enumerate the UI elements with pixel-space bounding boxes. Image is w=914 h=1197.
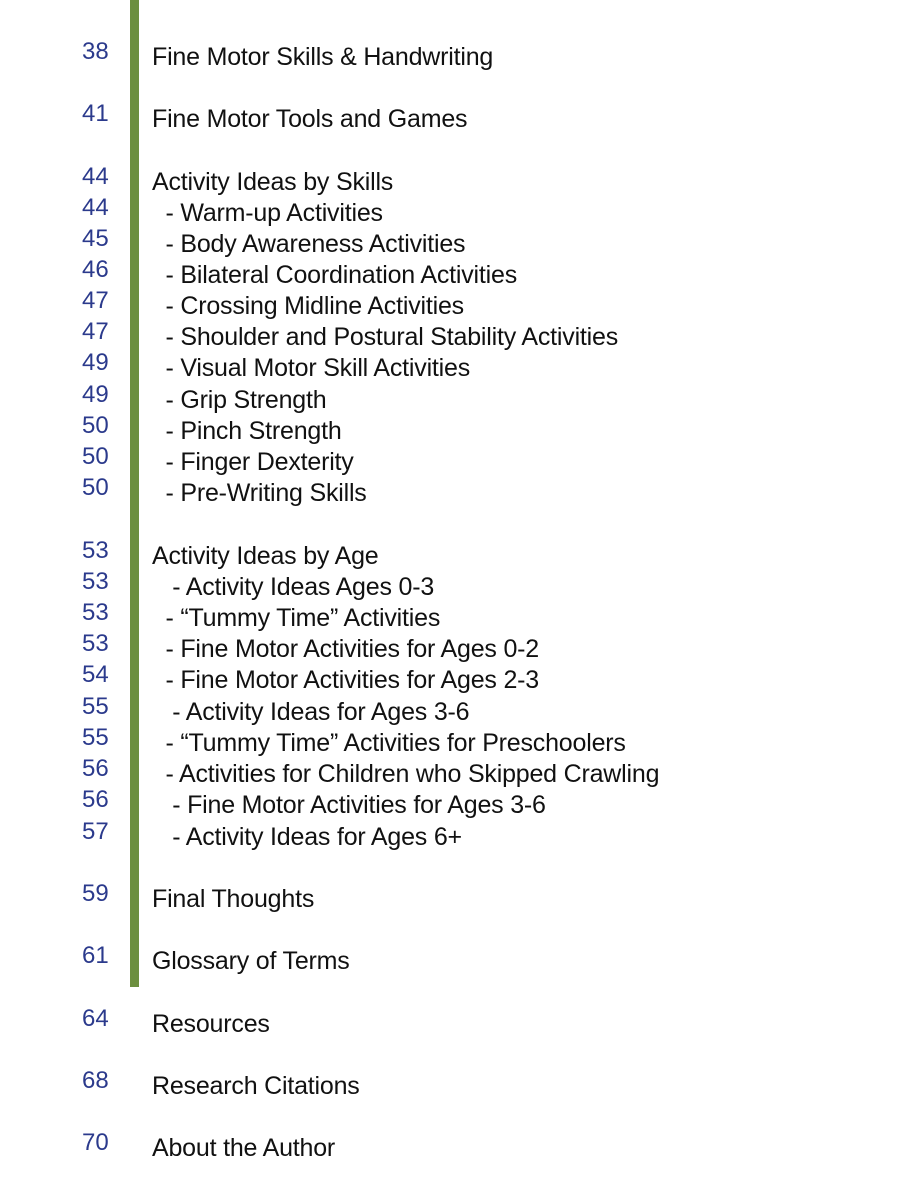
- toc-title: Glossary of Terms: [152, 947, 350, 975]
- toc-title: Resources: [152, 1010, 270, 1038]
- toc-title: Fine Motor Skills & Handwriting: [152, 43, 494, 71]
- toc-page-number: 38: [82, 38, 109, 65]
- toc-title: - Body Awareness Activities: [152, 230, 466, 258]
- toc-entry[interactable]: [0, 726, 914, 757]
- toc-page-number: 49: [82, 381, 109, 408]
- toc-entry[interactable]: [0, 351, 914, 382]
- toc-title: Final Thoughts: [152, 885, 315, 913]
- toc-page-number: 55: [82, 724, 109, 751]
- toc-entry[interactable]: [0, 383, 914, 414]
- toc-entry[interactable]: [0, 258, 914, 289]
- toc-page-number: 45: [82, 225, 109, 252]
- toc-entry[interactable]: [0, 165, 914, 196]
- toc-entry[interactable]: [0, 1131, 914, 1162]
- toc-title: - Visual Motor Skill Activities: [152, 354, 471, 382]
- toc-entry[interactable]: [0, 757, 914, 788]
- toc-entry[interactable]: [0, 882, 914, 913]
- toc-page-number: 53: [82, 537, 109, 564]
- toc-entry[interactable]: [0, 320, 914, 351]
- toc-title: - Fine Motor Activities for Ages 0-2: [152, 635, 539, 663]
- toc-title: - “Tummy Time” Activities for Preschoolers: [152, 729, 626, 757]
- toc-entry[interactable]: [0, 1069, 914, 1100]
- toc-entry[interactable]: [0, 944, 914, 975]
- toc-title: - Pinch Strength: [152, 417, 342, 445]
- toc-page-number: 55: [82, 693, 109, 720]
- toc-page-number: 46: [82, 256, 109, 283]
- toc-page-number: 59: [82, 880, 109, 907]
- toc-title: Fine Motor Tools and Games: [152, 105, 468, 133]
- toc-page-number: 57: [82, 818, 109, 845]
- toc-entry[interactable]: [0, 788, 914, 819]
- toc-title: - Activity Ideas for Ages 6+: [152, 823, 462, 851]
- toc-entry[interactable]: [0, 1007, 914, 1038]
- toc-title: - Pre-Writing Skills: [152, 479, 367, 507]
- toc-page-number: 54: [82, 661, 109, 688]
- toc-page-number: 68: [82, 1067, 109, 1094]
- toc-page-number: 50: [82, 412, 109, 439]
- toc-page-number: 47: [82, 287, 109, 314]
- toc-title: About the Author: [152, 1134, 336, 1162]
- toc-entry[interactable]: [0, 414, 914, 445]
- toc-title: Activity Ideas by Age: [152, 542, 379, 570]
- toc-entry[interactable]: [0, 445, 914, 476]
- toc-page-number: 47: [82, 318, 109, 345]
- toc-page-number: 41: [82, 100, 109, 127]
- toc-page-number: 44: [82, 194, 109, 221]
- toc-entry[interactable]: [0, 102, 914, 133]
- toc-entry[interactable]: [0, 632, 914, 663]
- toc-title: - Activity Ideas Ages 0-3: [152, 573, 435, 601]
- toc-page-number: 53: [82, 630, 109, 657]
- toc-title: - Activities for Children who Skipped Crawling: [152, 760, 660, 788]
- toc-entry[interactable]: [0, 539, 914, 570]
- toc-page-number: 61: [82, 942, 109, 969]
- toc-entry[interactable]: [0, 40, 914, 71]
- toc-page-number: 56: [82, 755, 109, 782]
- toc-title: - Shoulder and Postural Stability Activities: [152, 323, 619, 351]
- toc-entry[interactable]: [0, 695, 914, 726]
- toc-page-number: 50: [82, 443, 109, 470]
- toc-title: - Warm-up Activities: [152, 199, 383, 227]
- toc-title: - Fine Motor Activities for Ages 3-6: [152, 791, 546, 819]
- toc-page-number: 50: [82, 474, 109, 501]
- toc-title: - “Tummy Time” Activities: [152, 604, 441, 632]
- toc-page-number: 56: [82, 786, 109, 813]
- toc-title: Research Citations: [152, 1072, 360, 1100]
- toc-page-number: 49: [82, 349, 109, 376]
- toc-page-number: 64: [82, 1005, 109, 1032]
- toc-entry[interactable]: [0, 196, 914, 227]
- toc-title: Activity Ideas by Skills: [152, 168, 394, 196]
- toc-entry[interactable]: [0, 570, 914, 601]
- toc-entry[interactable]: [0, 476, 914, 507]
- toc-page-number: 53: [82, 568, 109, 595]
- toc-entry[interactable]: [0, 820, 914, 851]
- toc-title: - Fine Motor Activities for Ages 2-3: [152, 666, 539, 694]
- toc-title: - Bilateral Coordination Activities: [152, 261, 517, 289]
- toc-title: - Crossing Midline Activities: [152, 292, 464, 320]
- toc-entry[interactable]: [0, 227, 914, 258]
- toc-title: - Activity Ideas for Ages 3-6: [152, 698, 470, 726]
- toc-entry[interactable]: [0, 663, 914, 694]
- toc-entry[interactable]: [0, 289, 914, 320]
- toc-entry[interactable]: [0, 601, 914, 632]
- toc-page-number: 53: [82, 599, 109, 626]
- toc-page-number: 44: [82, 163, 109, 190]
- toc-title: - Grip Strength: [152, 386, 327, 414]
- toc-title: - Finger Dexterity: [152, 448, 354, 476]
- toc-page-number: 70: [82, 1129, 109, 1156]
